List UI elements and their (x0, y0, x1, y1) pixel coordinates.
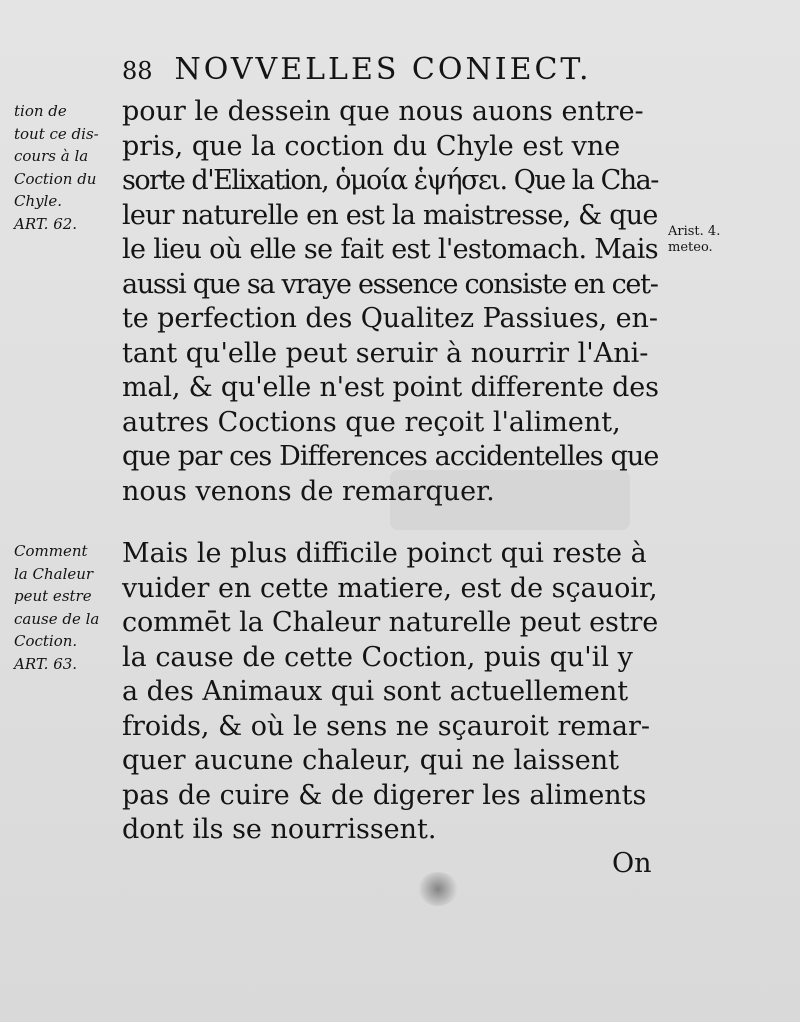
note-line: meteo. (668, 240, 713, 255)
text-line: que par ces Differences accidentelles que (122, 441, 659, 472)
gloss-line: Chyle. (14, 192, 63, 210)
catchword: On (612, 848, 652, 879)
note-line: Arist. 4. (668, 224, 721, 239)
text-line: dont ils se nourrissent. (122, 814, 437, 845)
text-line: a des Animaux qui sont actuellement (122, 676, 629, 707)
ink-smudge (418, 872, 458, 906)
gloss-article: ART. 62. (14, 214, 78, 233)
text-line: pas de cuire & de digerer les aliments (122, 779, 647, 811)
gloss-line: Coction. (14, 632, 78, 650)
running-header (122, 52, 662, 87)
gloss-line: cause de la (14, 609, 100, 628)
text-line: froids, & où le sens ne sçauroit remar- (122, 710, 651, 742)
text-line: vuider en cette matiere, est de sçauoir, (122, 572, 658, 604)
paragraph-two (122, 537, 658, 848)
text-line: tant qu'elle peut seruir à nourrir l'Ani- (122, 337, 649, 369)
gloss-line: tout ce dis- (14, 124, 99, 143)
text-line: aussi que sa vraye essence consiste en cet- (122, 268, 658, 300)
text-line: pour le dessein que nous auons entre- (122, 96, 644, 127)
gloss-line: cours à la (14, 147, 89, 165)
text-line: autres Coctions que reçoit l'aliment, (122, 406, 621, 438)
gloss-line: Coction du (14, 169, 97, 188)
text-line: nous venons de remarquer. (122, 475, 495, 507)
text-line: sorte d'Elixation, ὁμοία ἑψήσει. Que la Cha- (122, 165, 658, 196)
page-number: 88 (122, 57, 153, 85)
text-line: Mais le plus difficile poinct qui reste à (122, 538, 647, 569)
marginal-gloss-63 (14, 540, 122, 675)
text-line: la cause de cette Coction, puis qu'il y (122, 641, 633, 673)
text-line: quer aucune chaleur, qui ne laissent (122, 745, 619, 776)
marginal-gloss-62 (14, 100, 122, 235)
gloss-line: la Chaleur (14, 564, 94, 583)
gloss-article: ART. 63. (14, 654, 78, 673)
gloss-line: tion de (14, 102, 67, 120)
text-line: mal, & qu'elle n'est point differente des (122, 372, 659, 403)
running-title: NOVVELLES CONIECT. (174, 52, 592, 87)
paragraph-one (122, 95, 658, 509)
aristotle-reference-note (668, 224, 720, 256)
text-line: commēt la Chaleur naturelle peut estre (122, 607, 659, 638)
text-line: pris, que la coction du Chyle est vne (122, 130, 621, 162)
gloss-line: Comment (14, 542, 88, 560)
text-line: te perfection des Qualitez Passiues, en- (122, 303, 658, 334)
gloss-line: peut estre (14, 587, 92, 605)
text-line: le lieu où elle se fait est l'estomach. Mais (122, 234, 658, 265)
text-line: leur naturelle en est la maistresse, & que (122, 199, 658, 231)
